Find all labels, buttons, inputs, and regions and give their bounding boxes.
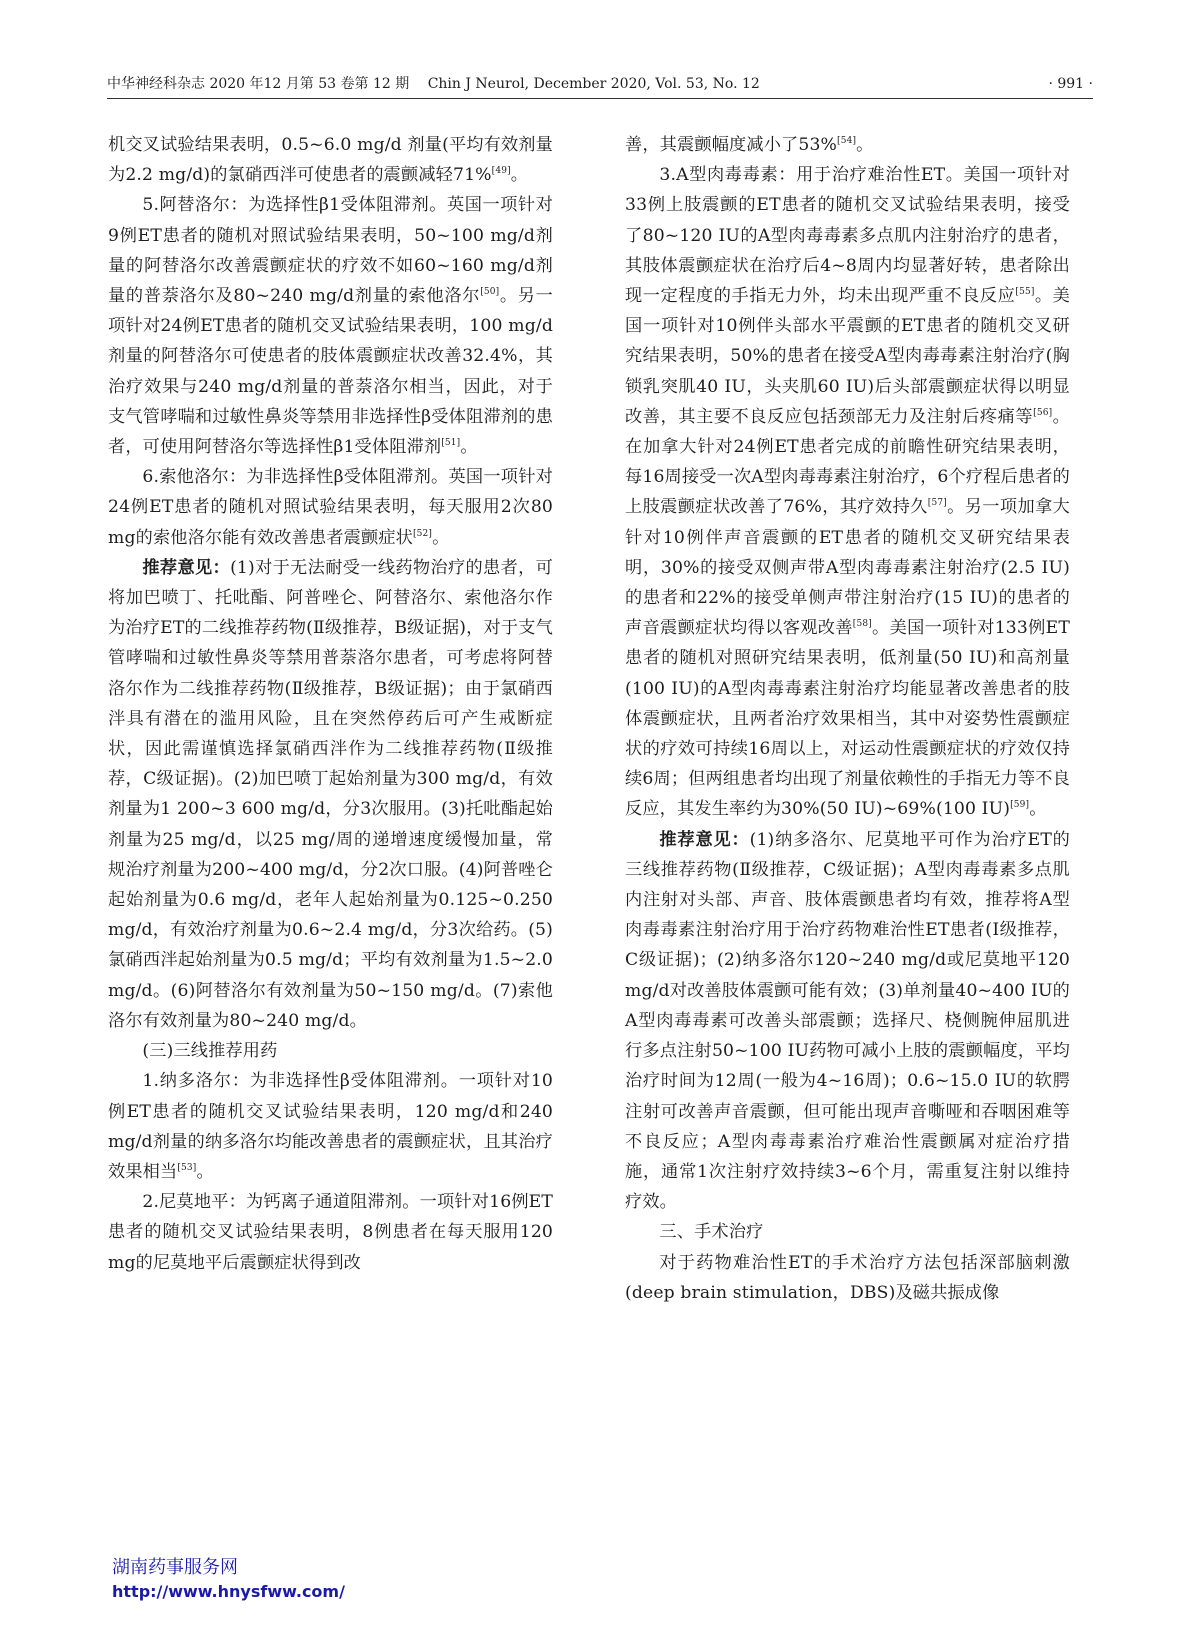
paragraph-botulinum: 3.A型肉毒毒素：用于治疗难治性ET。美国一项针对33例上肢震颤的ET患者的随机交叉试验结果表明，接受了80~120 IU的A型肉毒毒素多点肌内注射治疗的患者，其肢体震颤症状在治疗后4~8周内均显著好转，患者除出现一定程度的手指无力外，均未出现严重不良反应[55]。美国一项针对10例伴头部水平震颤的ET患者的随机交叉研究结果表明，50%的患者在接受A型肉毒毒素注射治疗(胸锁乳突肌40 IU，头夹肌60 IU)后头部震颤症状得以明显改善，其主要不良反应包括颈部无力及注射后疼痛等[56]。在加拿大针对24例ET患者完成的前瞻性研究结果表明，每16周接受一次A型肉毒毒素注射治疗，6个疗程后患者的上肢震颤症状改善了76%，其疗效持久[57]。另一项加拿大针对10例伴声音震颤的ET患者的随机交叉研究结果表明，30%的接受双侧声带A型肉毒毒素注射治疗(2.5 IU)的患者和22%的接受单侧声带注射治疗(15 IU)的患者的声音震颤症状均得以客观改善[58]。美国一项针对133例ET患者的随机对照研究结果表明，低剂量(50 IU)和高剂量(100 IU)的A型肉毒毒素注射治疗均能显著改善患者的肢体震颤症状，且两者治疗效果相当，其中对姿势性震颤症状的疗效可持续16周以上，对运动性震颤症状的疗效仅持续6周；但两组患者均出现了剂量依赖性的手指无力等不良反应，其发生率约为30%(50 IU)~69%(100 IU)[59]。 bbox=[625, 165, 1070, 820]
journal-name-en: Chin J Neurol, December 2020, Vol. 53, No. 12 bbox=[427, 76, 760, 92]
citation-ref[interactable]: [49] bbox=[491, 166, 511, 177]
citation-ref[interactable]: [51] bbox=[441, 438, 461, 449]
section-heading: 三、手术治疗 bbox=[659, 1222, 764, 1243]
paragraph-atenolol: 5.阿替洛尔：为选择性β1受体阻滞剂。英国一项针对9例ET患者的随机对照试验结果表明，50~100 mg/d剂量的阿替洛尔改善震颤症状的疗效不如60~160 mg/d剂量的普萘洛尔及80~240 mg/d剂量的索他洛尔[50]。另一项针对24例ET患者的随机交叉试验结果表明，100 mg/d剂量的阿替洛尔可使患者的肢体震颤症状改善32.4%，其治疗效果与240 mg/d剂量的普萘洛尔相当，因此，对于支气管哮喘和过敏性鼻炎等禁用非选择性β受体阻滞剂的患者，可使用阿替洛尔等选择性β1受体阻滞剂[51]。 bbox=[108, 195, 553, 458]
citation-ref[interactable]: [54] bbox=[837, 136, 857, 146]
paragraph-recommendation: 推荐意见：(1)对于无法耐受一线药物治疗的患者，可将加巴喷丁、托吡酯、阿普唑仑、阿替洛尔、索他洛尔作为治疗ET的二线推荐药物(Ⅱ级推荐，B级证据)，对于支气管哮喘和过敏性鼻炎等禁用普萘洛尔患者，可考虑将阿替洛尔作为二线推荐药物(Ⅱ级推荐，B级证据)；由于氯硝西泮具有潜在的滥用风险，且在突然停药后可产生戒断症状，因此需谨慎选择氯硝西泮作为二线推荐药物(Ⅱ级推荐，C级证据)。(2)加巴喷丁起始剂量为300 mg/d，有效剂量为1 200~3 600 mg/d，分3次服用。(3)托吡酯起始剂量为25 mg/d，以25 mg/周的递增速度缓慢加量，常规治疗剂量为200~400 mg/d，分2次口服。(4)阿普唑仑起始剂量为0.6 mg/d，老年人起始剂量为0.125~0.250 mg/d，有效治疗剂量为0.6~2.4 mg/d，分3次给药。(5)氯硝西泮起始剂量为0.5 mg/d；平均有效剂量为1.5~2.0 mg/d。(6)阿替洛尔有效剂量为50~150 mg/d。(7)索他洛尔有效剂量为80~240 mg/d。 bbox=[108, 557, 553, 1031]
watermark bbox=[112, 1555, 345, 1603]
citation-ref[interactable]: [59] bbox=[1010, 800, 1030, 811]
paragraph-recommendation: 推荐意见：(1)纳多洛尔、尼莫地平可作为治疗ET的三线推荐药物(Ⅱ级推荐，C级证据)；A型肉毒毒素多点肌内注射对头部、声音、肢体震颤患者均有效，推荐将A型肉毒毒素注射治疗用于治疗药物难治性ET患者(Ⅰ级推荐，C级证据)；(2)纳多洛尔120~240 mg/d或尼莫地平120 mg/d对改善肢体震颤可能有效；(3)单剂量40~400 IU的A型肉毒毒素可改善头部震颤；选择尺、桡侧腕伸屈肌进行多点注射50~100 IU药物可减小上肢的震颤幅度，平均治疗时间为12周(一般为4~16周)；0.6~15.0 IU的软腭注射可改善声音震颤，但可能出现声音嘶哑和吞咽困难等不良反应；A型肉毒毒素治疗难治性震颤属对症治疗措施，通常1次注射疗效持续3~6个月，需重复注射以维持疗效。 bbox=[625, 829, 1070, 1213]
left-column bbox=[108, 130, 553, 1278]
paragraph: 机交叉试验结果表明，0.5~6.0 mg/d 剂量(平均有效剂量为2.2 mg/d)的氯硝西泮可使患者的震颤减轻71%[49]。 bbox=[108, 135, 553, 186]
paragraph-surgery: 对于药物难治性ET的手术治疗方法包括深部脑刺激(deep brain stimulation，DBS)及磁共振成像 bbox=[625, 1252, 1070, 1303]
citation-ref[interactable]: [58] bbox=[852, 619, 872, 630]
paragraph-sotalol: 6.索他洛尔：为非选择性β受体阻滞剂。英国一项针对24例ET患者的随机对照试验结果表明，每天服用2次80 mg的索他洛尔能有效改善患者震颤症状[52]。 bbox=[108, 467, 553, 548]
paragraph: 善，其震颤幅度减小了53%[54]。 bbox=[625, 135, 874, 155]
citation-ref[interactable]: [56] bbox=[1033, 407, 1053, 418]
page-number: · 991 · bbox=[1048, 76, 1093, 92]
recommendation-label: 推荐意见： bbox=[659, 829, 750, 850]
recommendation-label: 推荐意见： bbox=[142, 557, 231, 578]
paragraph-nimodipine: 2.尼莫地平：为钙离子通道阻滞剂。一项针对16例ET患者的随机交叉试验结果表明，8例患者在每天服用120 mg的尼莫地平后震颤症状得到改 bbox=[108, 1192, 553, 1273]
journal-citation bbox=[107, 74, 774, 94]
citation-ref[interactable]: [57] bbox=[927, 498, 947, 509]
citation-ref[interactable]: [53] bbox=[177, 1162, 197, 1173]
paragraph-nadolol: 1.纳多洛尔：为非选择性β受体阻滞剂。一项针对10例ET患者的随机交叉试验结果表明，120 mg/d和240 mg/d剂量的纳多洛尔均能改善患者的震颤症状，且其治疗效果相当[53]。 bbox=[108, 1071, 553, 1182]
citation-ref[interactable]: [55] bbox=[1015, 287, 1035, 298]
journal-name-cn: 中华神经科杂志 2020 年12 月第 53 卷第 12 期 bbox=[107, 76, 410, 92]
section-heading: (三)三线推荐用药 bbox=[142, 1041, 278, 1062]
citation-ref[interactable]: [50] bbox=[480, 287, 500, 298]
citation-ref[interactable]: [52] bbox=[413, 528, 433, 539]
running-header bbox=[107, 74, 1093, 99]
right-column bbox=[625, 130, 1070, 1308]
watermark-site-name: 湖南药事服务网 bbox=[112, 1557, 238, 1578]
watermark-url[interactable]: http://www.hnysfww.com/ bbox=[112, 1582, 345, 1601]
